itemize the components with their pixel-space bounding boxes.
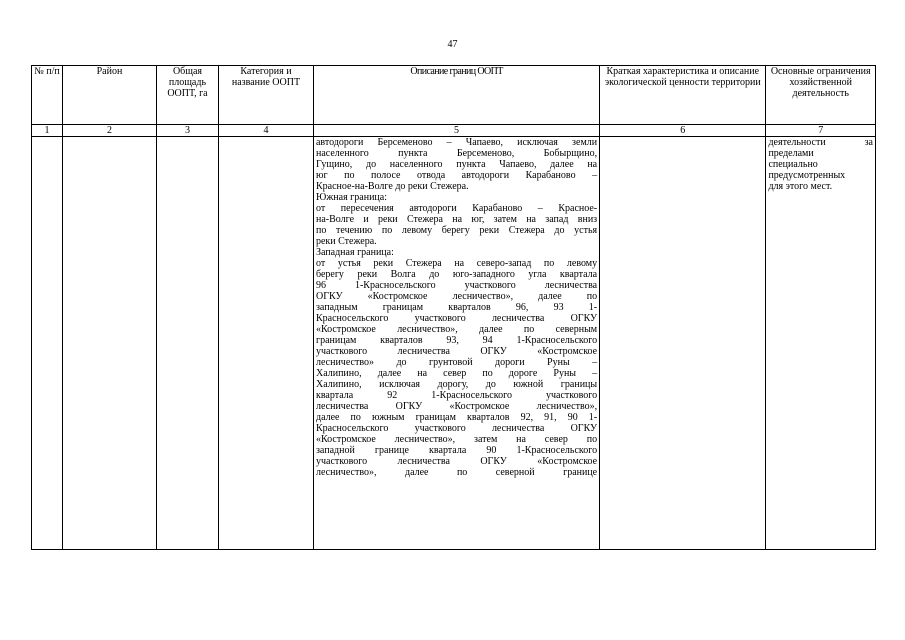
restrictions-text [768, 137, 873, 192]
header-district: Район [62, 66, 156, 125]
text-line: Красносельского участкового лесничества ОГКУ [315, 313, 598, 324]
boundary-description-text [316, 137, 597, 478]
text-line: квартала 92 1-Красносельского участкового [315, 390, 598, 401]
header-restrictions: Основные ограничения хозяйственной деятельность [766, 66, 876, 125]
text-line: западным границам кварталов 96, 93 1- [315, 302, 598, 313]
text-line: предусмотренных [768, 170, 846, 181]
header-boundary-description: Описание границ ООПТ [313, 66, 599, 125]
text-line: Западная граница: [315, 247, 394, 258]
text-line: границам кварталов 93, 94 1-Красносельского [315, 335, 598, 346]
cell-boundary-description [313, 137, 599, 550]
column-number: 5 [313, 125, 599, 137]
text-line: на-Волге и реки Стежера на юг, затем на запад вниз [315, 214, 598, 225]
text-line: участкового лесничества ОГКУ «Костромское [315, 456, 598, 467]
text-line: лесничество», далее по северной границе [315, 467, 598, 478]
text-line: юг по полосе отвода автодороги Карабаново – [315, 170, 598, 181]
text-line: берегу реки Волга до юго-западного угла квартала [315, 269, 598, 280]
column-number: 7 [766, 125, 876, 137]
text-line: от пересечения автодороги Карабаново – Красное- [315, 203, 598, 214]
text-line: лесничество» до грунтовой дороги Руны – [315, 357, 598, 368]
header-characteristics: Краткая характеристика и описание экологической ценности территории [600, 66, 766, 125]
text-line: участкового лесничества ОГКУ «Костромское [315, 346, 598, 357]
text-line: западной границе квартала 90 1-Красносельского [315, 445, 598, 456]
text-line: Красное-на-Волге до реки Стежера. [315, 181, 469, 192]
text-line: деятельности за [768, 137, 873, 148]
text-line: населенного пункта Берсеменово, Бобырщино, [315, 148, 598, 159]
text-line: 96 1-Красносельского участкового лесничества [315, 280, 598, 291]
text-line: лесничества ОГКУ «Костромское лесничество», [315, 401, 598, 412]
text-line: ОГКУ «Костромское лесничество», далее по [315, 291, 598, 302]
cell-restrictions [766, 137, 876, 550]
text-line: специально [768, 159, 818, 170]
text-line: для этого мест. [768, 181, 833, 192]
text-line: от устья реки Стежера на северо-запад по левому [315, 258, 598, 269]
cell-area [156, 137, 218, 550]
cell-number [32, 137, 63, 550]
text-line: Халипино, исключая дорогу, до южной границы [315, 379, 598, 390]
table-row [32, 137, 876, 550]
cell-district [62, 137, 156, 550]
cell-category [218, 137, 313, 550]
page-number: 47 [447, 39, 458, 50]
text-line: автодороги Берсеменово – Чапаево, исключая земли [315, 137, 598, 148]
column-number: 3 [156, 125, 218, 137]
header-category: Категория и название ООПТ [218, 66, 313, 125]
text-line: по течению по левому берегу реки Стежера до устья [315, 225, 598, 236]
text-line: далее по южным границам кварталов 92, 91, 90 1- [315, 412, 598, 423]
column-number: 6 [600, 125, 766, 137]
text-line: Халипино, далее на север по дороге Руны – [315, 368, 598, 379]
text-line: «Костромское лесничество», далее по северным [315, 324, 598, 335]
text-line: Красносельского участкового лесничества ОГКУ [315, 423, 598, 434]
text-line: Гущино, до населенного пункта Чапаево, далее на [315, 159, 598, 170]
text-line: Южная граница: [315, 192, 387, 203]
text-line: реки Стежера. [315, 236, 377, 247]
column-number: 1 [32, 125, 63, 137]
cell-characteristics [600, 137, 766, 550]
column-number-row [32, 125, 876, 137]
column-number: 4 [218, 125, 313, 137]
column-number: 2 [62, 125, 156, 137]
header-row [32, 66, 876, 125]
boundary-table [31, 65, 876, 550]
text-line: «Костромское лесничество», затем на север по [315, 434, 598, 445]
text-line: пределами [768, 148, 814, 159]
header-number: № п/п [32, 66, 63, 125]
header-area: Общая площадь ООПТ, га [156, 66, 218, 125]
